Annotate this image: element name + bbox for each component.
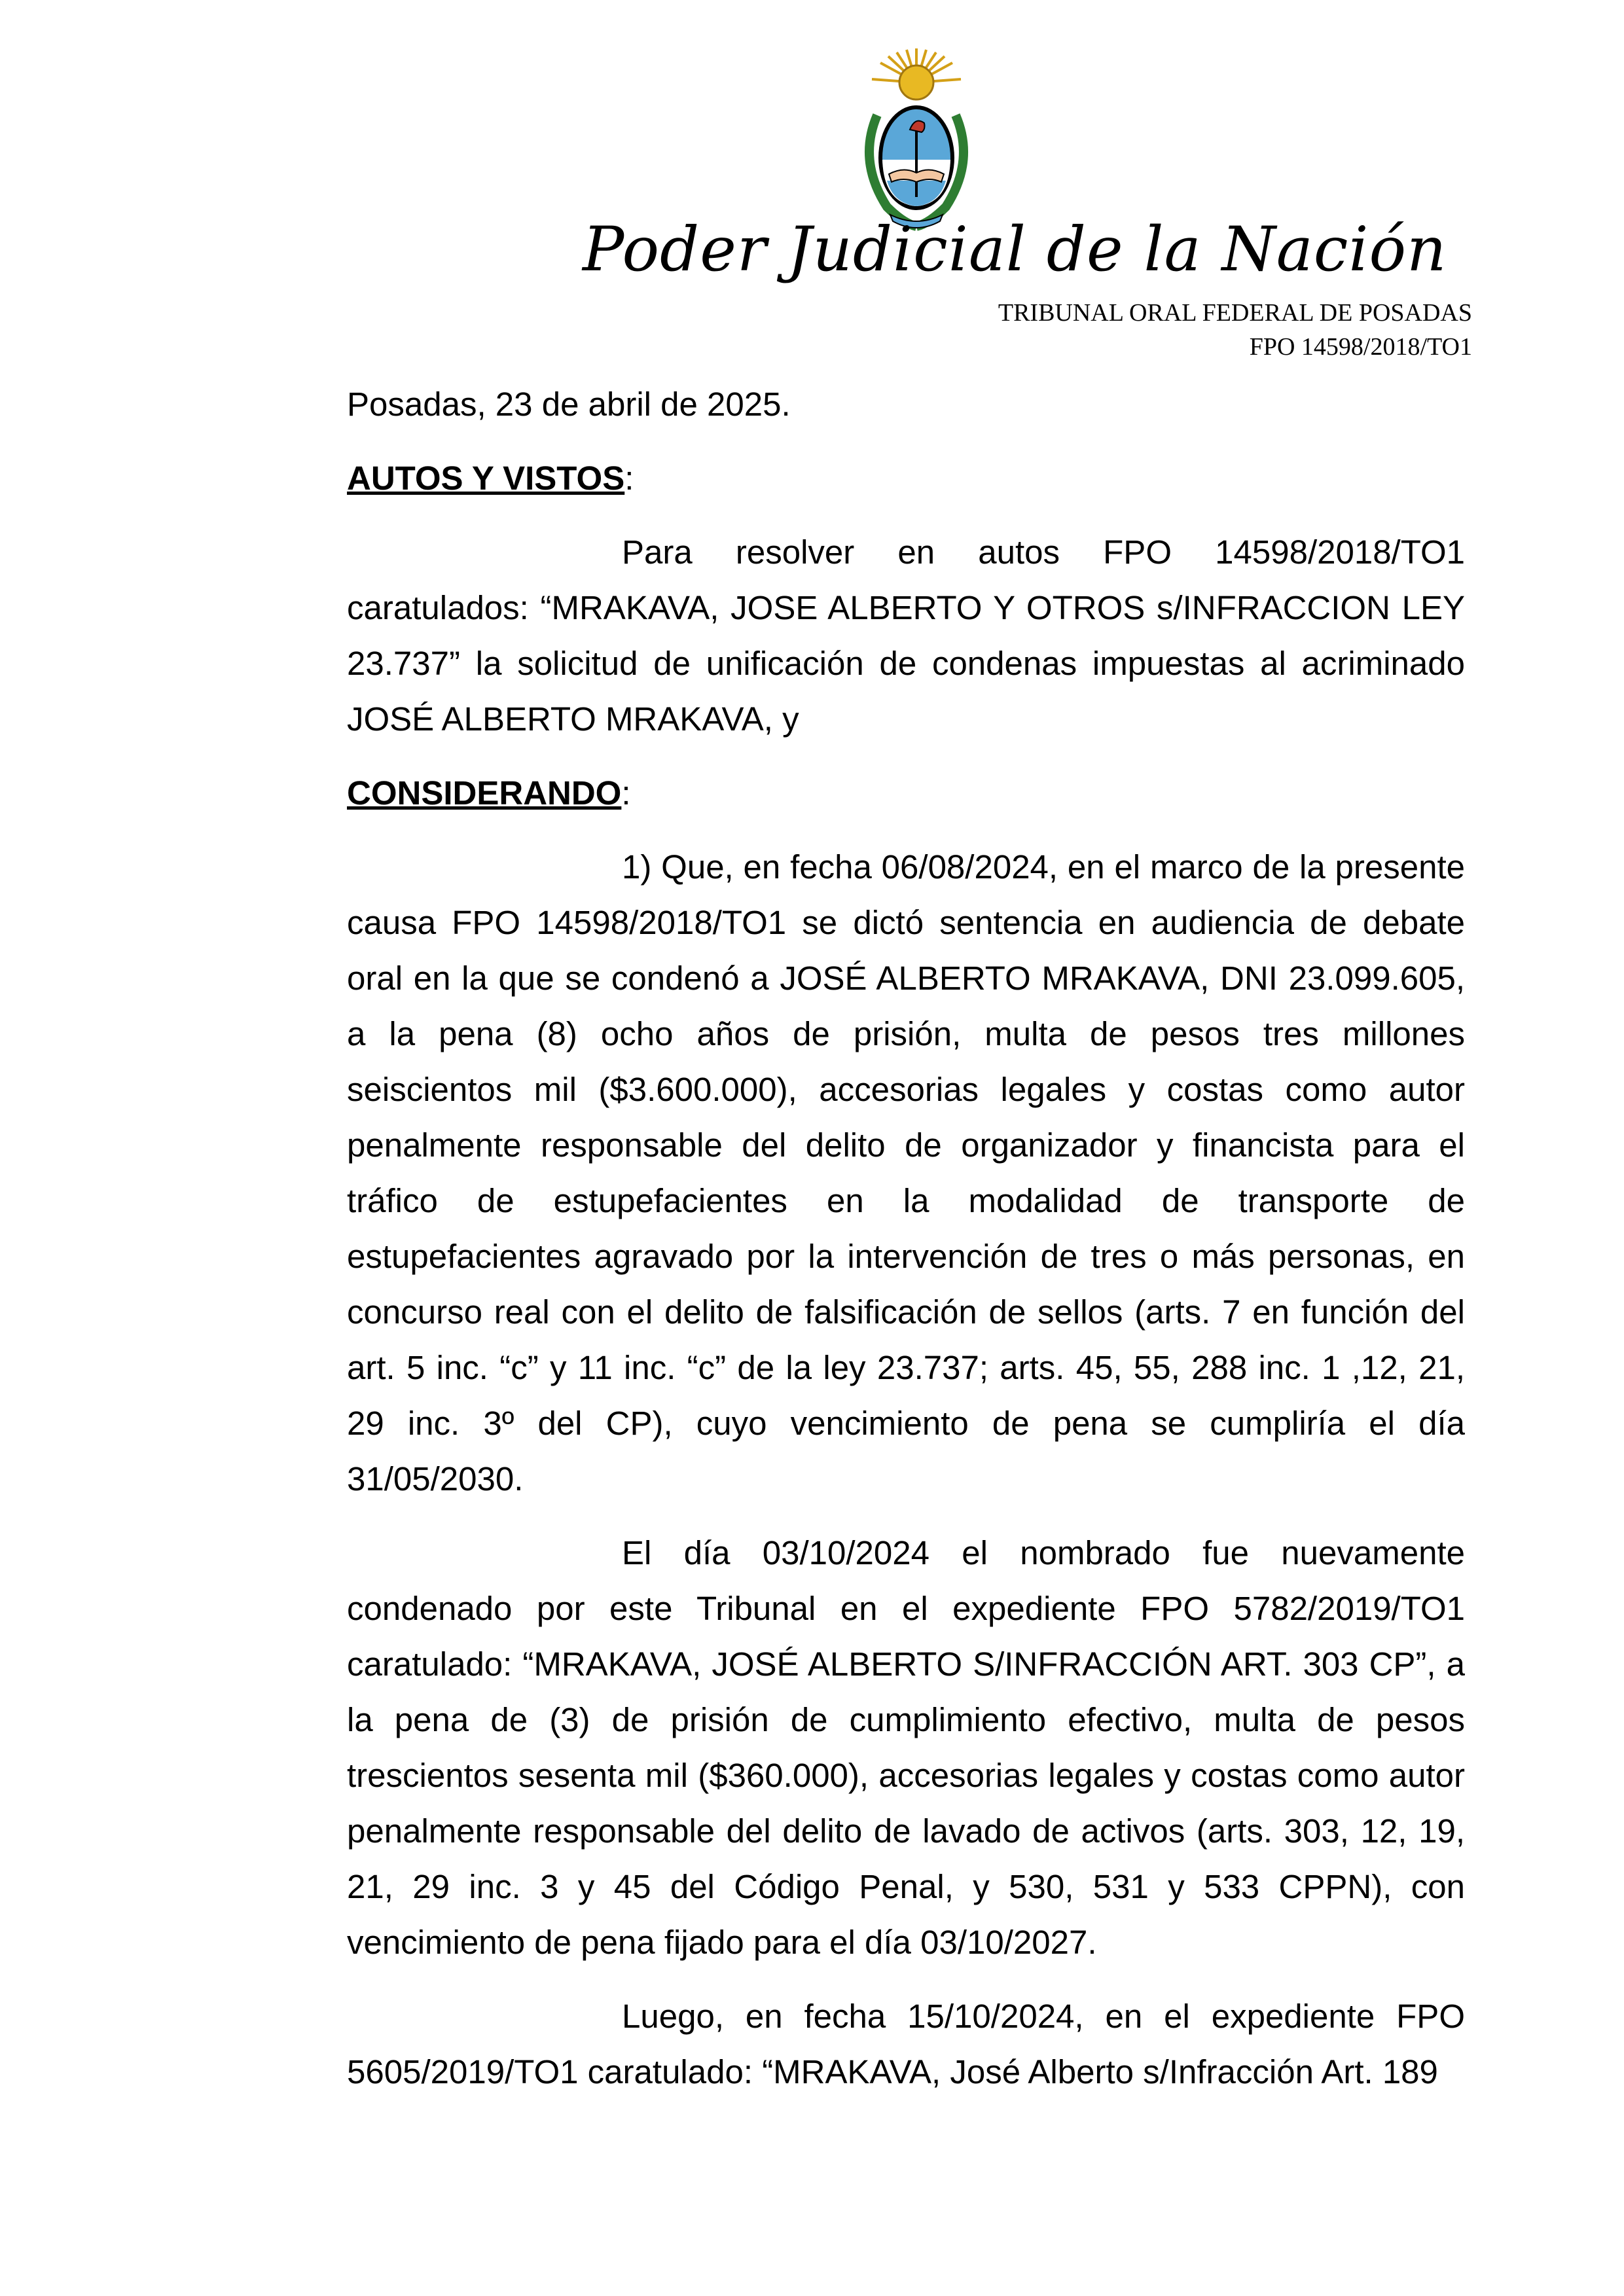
date-line: Posadas, 23 de abril de 2025. [347, 386, 791, 423]
paragraph-2: El día 03/10/2024 el nombrado fue nuevamente condenado por este Tribunal en el expediente FPO 5782/2019/TO1 caratulado: “MRAKAVA, JOSÉ ALBERTO S/INFRACCIÓN ART. 303 CP”, a la pena de (3) de prisión de cumplimiento efectivo, multa de pesos trescientos sesenta mil ($360.000), accesorias legales y costas como autor penalmente responsable del delito de lavado de activos (arts. 303, 12, 19, 21, 29 inc. 3 y 45 del Código Penal, y 530, 531 y 533 CPPN), con vencimiento de pena fijado para el día 03/10/2027. [347, 1534, 1465, 1961]
autos-heading: AUTOS Y VISTOS [347, 459, 625, 497]
case-number: FPO 14598/2018/TO1 [1249, 333, 1472, 361]
autos-colon: : [624, 459, 634, 497]
document-body [347, 376, 1465, 2118]
tribunal-header [998, 296, 1472, 364]
coat-of-arms-seal [851, 43, 982, 233]
paragraph-1: 1) Que, en fecha 06/08/2024, en el marco de la presente causa FPO 14598/2018/TO1 se dictó sentencia en audiencia de debate oral en la que se condenó a JOSÉ ALBERTO MRAKAVA, DNI 23.099.605, a la pena (8) ocho años de prisión, multa de pesos tres millones seiscientos mil ($3.600.000), accesorias legales y costas como autor penalmente responsable del delito de organizador y financista para el tráfico de estupefacientes en la modalidad de transporte de estupefacientes agravado por la intervención de tres o más personas, en concurso real con el delito de falsificación de sellos (arts. 7 en función del art. 5 inc. “c” y 11 inc. “c” de la ley 23.737; arts. 45, 55, 288 inc. 1 ,12, 21, 29 inc. 3º del CP), cuyo vencimiento de pena se cumpliría el día 31/05/2030. [347, 848, 1465, 1498]
autos-heading-line [347, 450, 1465, 506]
considerando-colon: : [621, 774, 631, 812]
tribunal-name: TRIBUNAL ORAL FEDERAL DE POSADAS [998, 299, 1472, 327]
paragraph-3: Luego, en fecha 15/10/2024, en el expediente FPO 5605/2019/TO1 caratulado: “MRAKAVA, José Alberto s/Infracción Art. 189 [347, 1998, 1465, 2090]
considerando-heading-line [347, 765, 1465, 821]
court-name-title: Poder Judicial de la Nación [583, 214, 1447, 285]
considerando-heading: CONSIDERANDO [347, 774, 622, 812]
autos-paragraph: Para resolver en autos FPO 14598/2018/TO1 caratulados: “MRAKAVA, JOSE ALBERTO Y OTROS s/INFRACCION LEY 23.737” la solicitud de unificación de condenas impuestas al acriminado JOSÉ ALBERTO MRAKAVA, y [347, 533, 1465, 738]
sun-icon [899, 65, 933, 99]
